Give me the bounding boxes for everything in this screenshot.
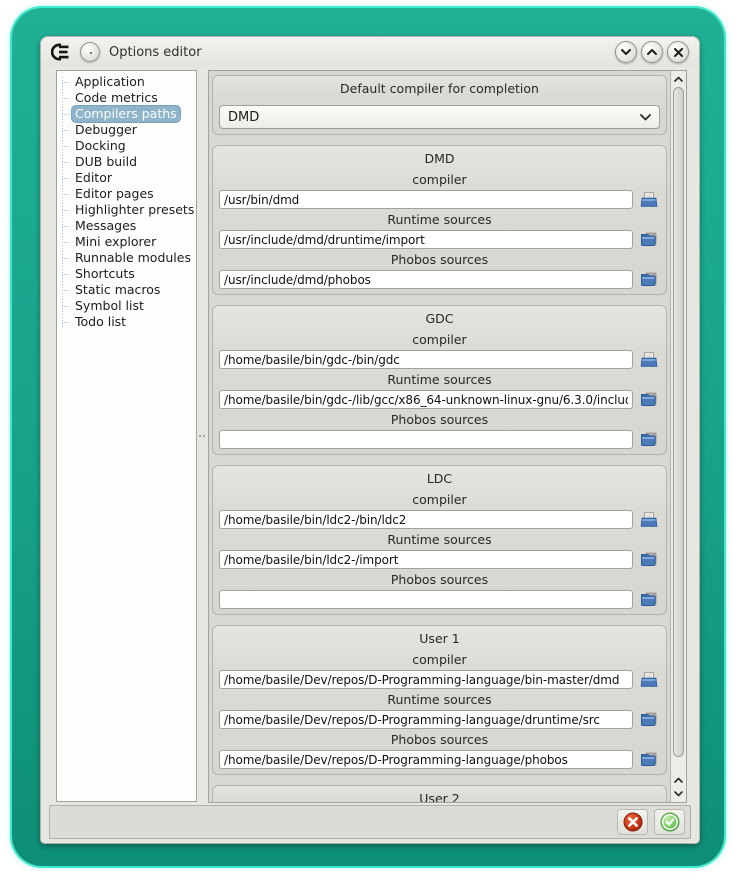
dialog-footer [49,805,691,839]
path-field-row [219,429,660,450]
dmd-runtime-sources-input[interactable] [219,230,633,249]
path-field-row [219,549,660,570]
sidebar-item-label: Runnable modules [75,250,191,265]
sidebar-item-label: Todo list [75,314,127,329]
ldc-compiler-input[interactable] [219,510,633,529]
folder-icon [640,392,658,407]
sidebar-item-label: Code metrics [75,90,158,105]
splitter-grip [203,435,205,437]
sidebar-item-mini-explorer[interactable] [57,234,196,250]
path-field-row [219,709,660,730]
sidebar-item-todo-list[interactable] [57,314,196,330]
browse-button[interactable] [638,550,660,570]
scroll-up-button[interactable] [671,71,686,86]
window-title: Options editor [109,44,202,60]
browse-button[interactable] [638,230,660,250]
path-field-row [219,509,660,530]
path-field-row [219,229,660,250]
browse-button[interactable] [638,190,660,210]
chevron-down-icon [640,114,651,121]
folder-icon [640,232,658,247]
dmd-compiler-input[interactable] [219,190,633,209]
sidebar-item-application[interactable] [57,74,196,90]
settings-scroll-area [208,70,687,803]
cancel-button[interactable] [617,809,648,835]
sidebar-item-label: Debugger [75,122,137,137]
field-label: Runtime sources [387,532,492,547]
field-label: Phobos sources [390,732,489,747]
ok-icon [660,812,680,832]
chevron-down-icon [674,791,683,797]
field-label: Phobos sources [390,572,489,587]
path-field-row [219,589,660,610]
sidebar-item-label: Shortcuts [75,266,135,281]
sidebar-item-compilers-paths[interactable] [57,106,196,122]
group-title: Default compiler for completion [340,81,539,96]
field-label: compiler [412,492,467,507]
cancel-icon [623,812,643,832]
chevron-up-icon [647,49,657,55]
compiler-group-user-1 [212,625,667,775]
field-label: compiler [412,332,467,347]
combo-value: DMD [228,109,260,125]
sidebar-item-label: Messages [75,218,137,233]
shade-button[interactable] [615,41,637,63]
menu-dot-icon [90,52,92,54]
open-file-icon [640,512,658,528]
open-file-icon [640,192,658,208]
sidebar-item-label: Editor pages [75,186,154,201]
sidebar-item-debugger[interactable] [57,122,196,138]
folder-icon [640,712,658,727]
browse-button[interactable] [638,270,660,290]
field-label: compiler [412,172,467,187]
window-controls [615,41,689,63]
category-tree [56,70,197,802]
open-file-icon [640,352,658,368]
path-field-row [219,749,660,770]
user-1-phobos-sources-input[interactable] [219,750,633,769]
browse-button[interactable] [638,510,660,530]
field-label: Phobos sources [390,252,489,267]
path-field-row [219,669,660,690]
options-editor-window [40,36,700,844]
folder-icon [640,752,658,767]
accept-button[interactable] [654,809,685,835]
app-logo-icon [51,43,71,61]
unshade-button[interactable] [641,41,663,63]
chevron-down-icon [621,49,631,55]
group-title: User 2 [419,791,460,802]
sidebar-item-editor[interactable] [57,170,196,186]
browse-button[interactable] [638,670,660,690]
scrollbar-thumb[interactable] [673,87,684,757]
browse-button[interactable] [638,350,660,370]
field-label: compiler [412,652,467,667]
window-body [41,67,699,843]
sidebar-item-label: Compilers paths [72,106,180,122]
sidebar-item-runnable-modules[interactable] [57,250,196,266]
folder-icon [640,592,658,607]
sidebar-item-label: Editor [75,170,112,185]
field-label: Runtime sources [387,692,492,707]
browse-button[interactable] [638,430,660,450]
field-label: Runtime sources [387,372,492,387]
gdc-runtime-sources-input[interactable] [219,390,633,409]
chevron-up-icon [674,76,683,82]
path-field-row [219,349,660,370]
gdc-compiler-input[interactable] [219,350,633,369]
scroll-down-button[interactable] [671,786,686,801]
browse-button[interactable] [638,750,660,770]
path-field-row [219,389,660,410]
sidebar-item-editor-pages[interactable] [57,186,196,202]
dmd-phobos-sources-input[interactable] [219,270,633,289]
sidebar-item-docking[interactable] [57,138,196,154]
browse-button[interactable] [638,590,660,610]
compiler-group-gdc [212,305,667,455]
titlebar[interactable] [41,37,699,67]
group-title: DMD [424,151,455,166]
gdc-phobos-sources-input[interactable] [219,430,633,449]
sidebar-item-label: DUB build [75,154,138,169]
field-label: Runtime sources [387,212,492,227]
sidebar-item-shortcuts[interactable] [57,266,196,282]
user-1-runtime-sources-input[interactable] [219,710,633,729]
sidebar-item-label: Mini explorer [75,234,157,249]
sidebar-item-label: Application [75,74,145,89]
group-title: User 1 [419,631,460,646]
sidebar-item-dub-build[interactable] [57,154,196,170]
ldc-phobos-sources-input[interactable] [219,590,633,609]
default-compiler-select[interactable] [219,105,660,129]
open-file-icon [640,672,658,688]
sidebar-item-label: Highlighter presets [75,202,195,217]
browse-button[interactable] [638,390,660,410]
path-field-row [219,189,660,210]
sidebar-item-highlighter-presets[interactable] [57,202,196,218]
field-label: Phobos sources [390,412,489,427]
scroll-up-button[interactable] [671,772,686,787]
folder-icon [640,552,658,567]
sidebar-item-code-metrics[interactable] [57,90,196,106]
path-field-row [219,269,660,290]
compiler-group-ldc [212,465,667,615]
splitter[interactable] [197,70,208,802]
settings-content [209,71,670,802]
vertical-scrollbar[interactable] [670,71,686,802]
folder-icon [640,272,658,287]
group-title: GDC [425,311,454,326]
ldc-runtime-sources-input[interactable] [219,550,633,569]
sidebar-item-label: Docking [75,138,126,153]
close-icon [674,48,683,57]
browse-button[interactable] [638,710,660,730]
compiler-group-user-2 [212,785,667,802]
sidebar-item-messages[interactable] [57,218,196,234]
sidebar-item-label: Static macros [75,282,161,297]
folder-icon [640,432,658,447]
sidebar-item-label: Symbol list [75,298,144,313]
group-title: LDC [426,471,453,486]
sidebar-item-symbol-list[interactable] [57,298,196,314]
user-1-compiler-input[interactable] [219,670,633,689]
close-button[interactable] [667,41,689,63]
window-frame [12,8,724,866]
default-compiler-group [212,75,667,135]
sidebar-item-static-macros[interactable] [57,282,196,298]
chevron-up-icon [674,777,683,783]
splitter-grip [199,435,201,437]
window-menu-button[interactable] [80,42,100,62]
compiler-group-dmd [212,145,667,295]
